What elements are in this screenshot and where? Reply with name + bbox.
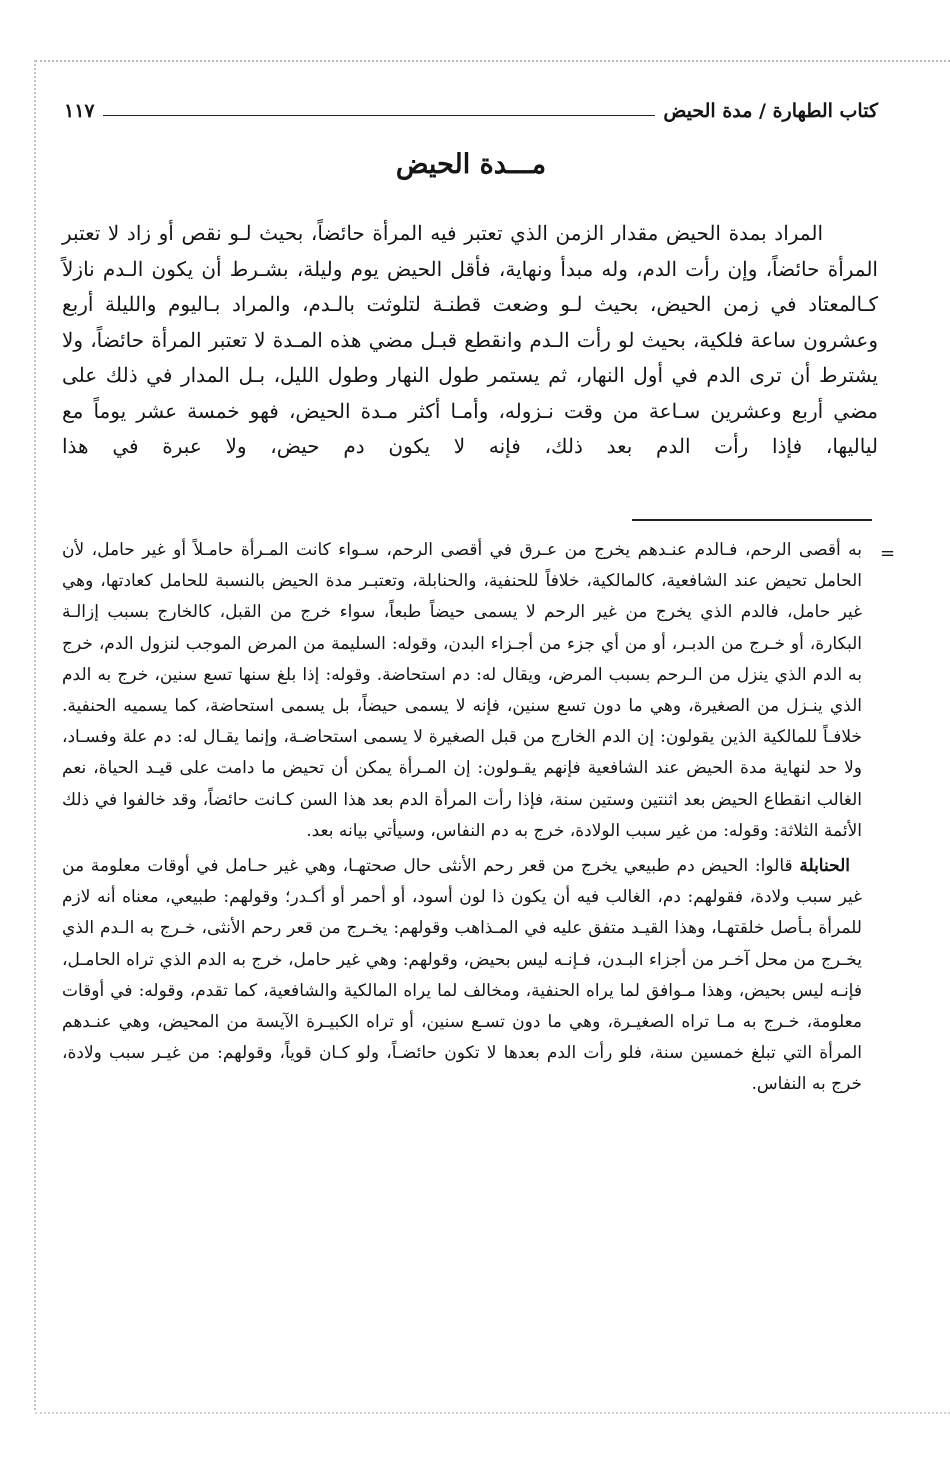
header-rule	[103, 115, 656, 116]
running-title: كتاب الطهارة / مدة الحيض	[663, 100, 878, 122]
footnote-lead-word: الحنابلة	[799, 856, 850, 877]
main-text	[62, 216, 878, 465]
page-number: ١١٧	[64, 100, 95, 122]
footnote-separator	[632, 519, 872, 521]
footnotes	[62, 535, 862, 1101]
footnote-paragraph-1: به أقصى الرحم، فـالدم عنـدهم يخرج من عـرق في أقصى الرحم، سـواء كانت المـرأة حامـلاً أو غير حامل، لأن الحامل تحيض عند الشافعية، كالمالكية، خلافاً للحنفية، والحنابلة، وتعتبـر مدة الحيض بالنسبة للحامل كعادتها، وهي غير حامل، فالدم الذي يخرج من غير الرحم لا يسمى حيضاً طبعاً، سواء خرج من القبل، كالخارج بسبب إزالـة البكارة، أو خـرج من الدبـر، أو من أي جزء من أجـزاء البدن، وقوله: السليمة من المرض الموجب لنزول الدم، خرج به الدم الذي ينزل من الـرحم بسبب المرض، ويقال له: دم استحاضة. وقوله: إذا بلغ سنها تسع سنين، خرج به الدم الذي ينـزل من الصغيرة، وهي ما دون تسع سنين، فإنه لا يسمى حيضاً، بل يسمى استحاضة، كما يسميه الحنفية. خلافـاً للمالكية الذين يقولون: إن الدم الخارج من قبل الصغيرة لا يسمى استحاضـة، وإنما يقـال له: دم علة وفسـاد، ولا حد لنهاية مدة الحيض عند الشافعية فإنهم يقـولون: إن المـرأة يمكن أن تحيض ما دامت على قيـد الحياة، نعم الغالب انقطاع الحيض بعد اثنتين وستين سنة، فإذا رأت المرأة الدم بعد هذا السن كـانت حائضاً، وقد خالفوا في ذلك الأئمة الثلاثة: وقوله: من غير سبب الولادة، خرج به دم النفاس، وسيأتي بيانه بعد.	[62, 540, 862, 841]
page-header	[64, 94, 878, 128]
footnote-continuation-mark: =	[880, 543, 896, 564]
footnote-paragraph-2-text: قالوا: الحيض دم طبيعي يخرج من قعر رحم الأنثى حال صحتهـا، وهي غير حـامل في أوقات معلومة من غير سبب ولادة، فقولهم: دم، الغالب فيه أن يكون ذا لون أسود، أو أحمر أو أكـدر؛ وقولهم: طبيعي، معناه أنه لازم للمرأة بـأصل خلقتهـا، وهذا القيـد متفق عليه في المـذاهب وقولهم: يخـرج من قعر رحم الأنثى، خـرج به الـدم الذي يخـرج من محل آخـر من أجزاء البـدن، فـإنـه ليس بحيض، وقولهم: وهي غير حامل، خرج به الدم الذي تراه الحامـل، فإنـه ليس بحيض، وهذا مـوافق لما يراه الحنفية، ومخالف لما يراه المالكية والشافعية، كما تقدم، وقوله: في أوقات معلومة، خـرج به مـا تراه الصغيـرة، وهي ما دون تسـع سنين، أو تراه الكبيـرة الآيسة من المحيض، وهي عنـدهم المرأة التي تبلغ خمسين سنة، فلو رأت الدم بعدها لا تكون حائضـاً، ولو كـان قوياً، وقولهم: من غيـر سبب ولادة، خرج به النفاس.	[62, 856, 863, 1095]
scan-top-edge	[35, 60, 950, 62]
chapter-title: مـــدة الحيض	[395, 149, 547, 180]
scan-left-edge	[34, 60, 36, 1410]
main-paragraph: المراد بمدة الحيض مقدار الزمن الذي تعتبر فيه المرأة حائضاً، بحيث لـو نقص أو زاد لا تعتبر المرأة حائضاً، وإن رأت الدم، وله مبدأ ونهاية، فأقل الحيض يوم وليلة، بشـرط أن يكون الـدم نازلاً كـالمعتاد في زمن الحيض، بحيث لـو وضعت قطنـة لتلوثت بالـدم، والمراد بـاليوم والليلة أربع وعشرون ساعة فلكية، بحيث لو رأت الـدم وانقطع قبـل مضي هذه المـدة لا تعتبر المرأة حائضاً، ولا يشترط أن ترى الدم في أول النهار، ثم يستمر طول النهار وطول الليل، بـل المدار في ذلك على مضي أربع وعشرين سـاعة من وقت نـزوله، وأمـا أكثر مـدة الحيض، فهو خمسة عشر يوماً مع لياليها، فإذا رأت الدم بعد ذلك، فإنه لا يكون دم حيض، ولا عبرة في هذا	[62, 221, 878, 458]
scan-bottom-edge	[35, 1412, 950, 1414]
footnote-paragraph-2	[62, 851, 862, 1101]
